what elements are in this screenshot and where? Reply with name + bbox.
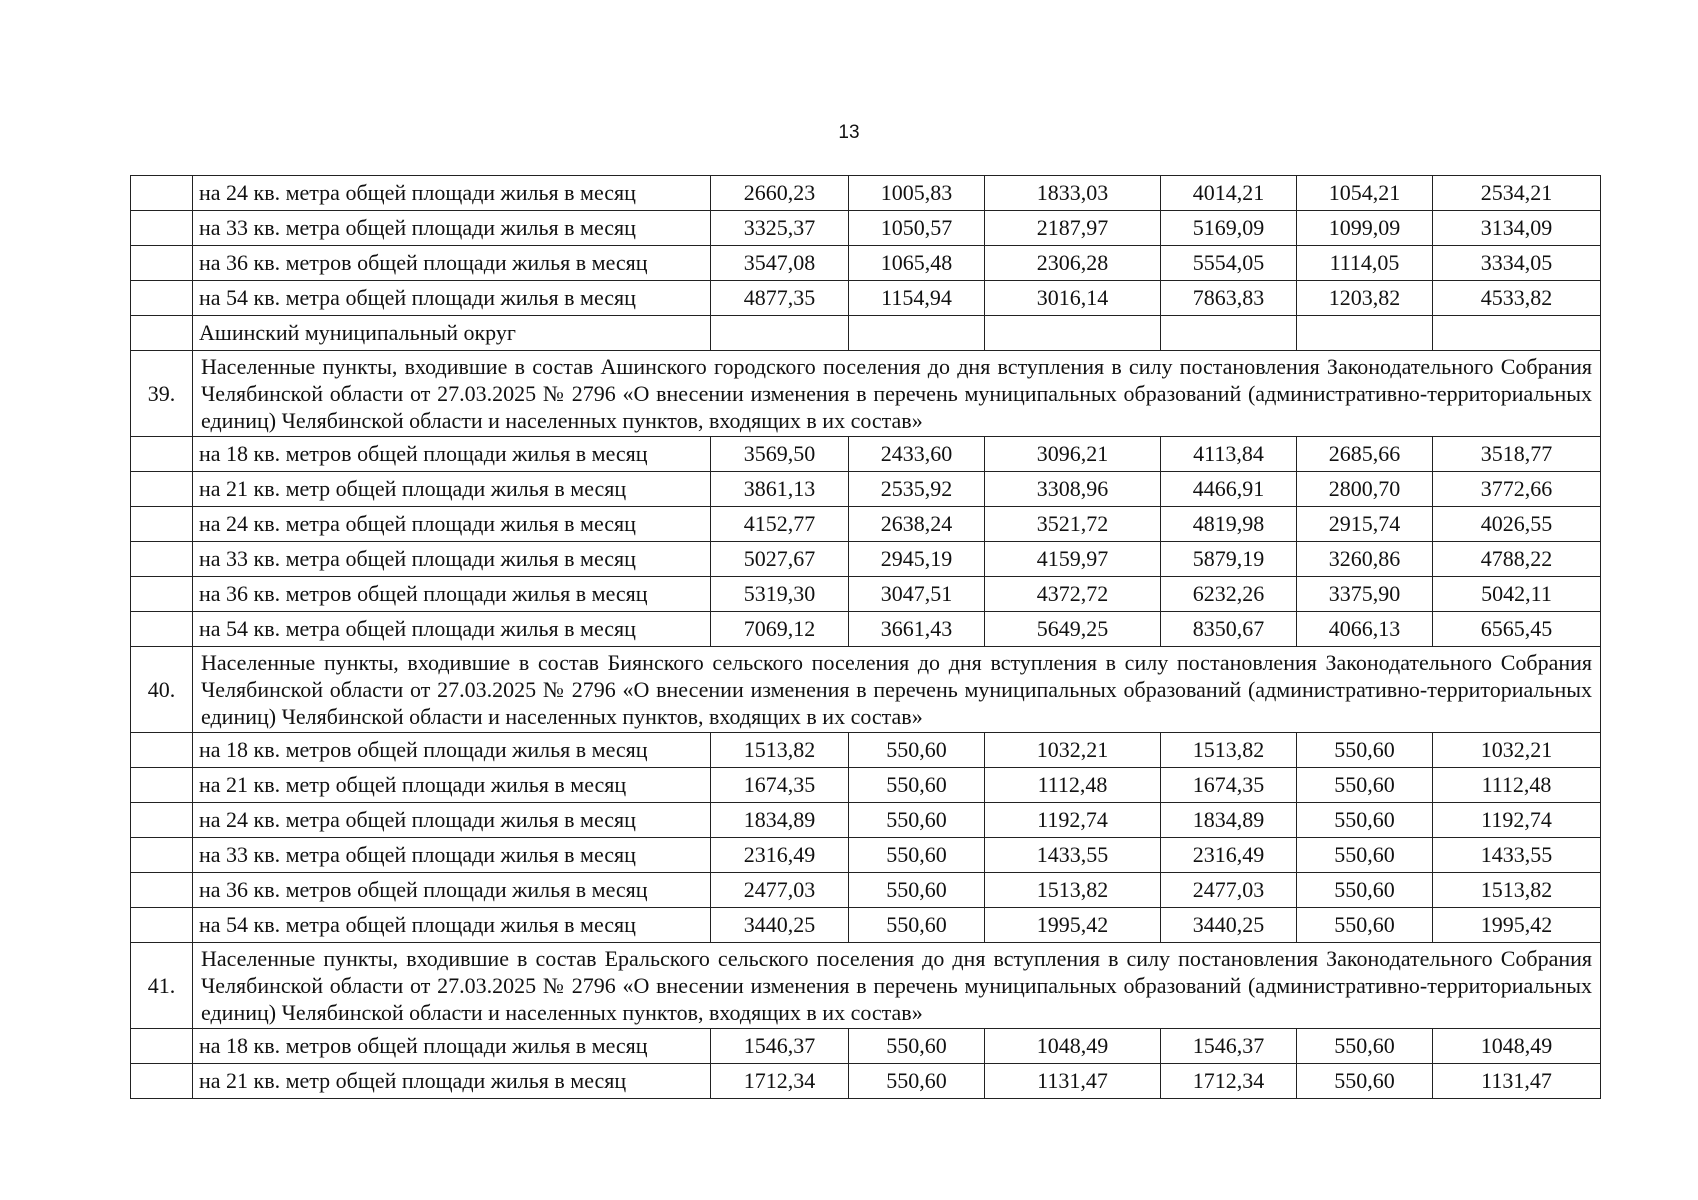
value-cell: 1131,47 [985,1064,1161,1099]
row-label: на 24 кв. метра общей площади жилья в месяц [193,507,711,542]
value-cell: 2477,03 [1161,873,1297,908]
value-cell: 550,60 [1297,1064,1433,1099]
section-row [131,351,1601,437]
value-cell: 1712,34 [1161,1064,1297,1099]
row-label: на 33 кв. метра общей площади жилья в месяц [193,542,711,577]
value-cell [849,316,985,351]
value-cell: 2915,74 [1297,507,1433,542]
table-row [131,281,1601,316]
value-cell: 4466,91 [1161,472,1297,507]
value-cell: 2685,66 [1297,437,1433,472]
row-number [131,768,193,803]
table-row [131,733,1601,768]
value-cell: 3134,09 [1433,211,1601,246]
table-row [131,176,1601,211]
value-cell: 1513,82 [1433,873,1601,908]
value-cell: 3325,37 [711,211,849,246]
value-cell: 1050,57 [849,211,985,246]
table-row [131,908,1601,943]
row-label: на 54 кв. метра общей площади жилья в месяц [193,612,711,647]
value-cell: 1513,82 [1161,733,1297,768]
value-cell: 7069,12 [711,612,849,647]
section-row [131,943,1601,1029]
value-cell: 8350,67 [1161,612,1297,647]
row-label: на 21 кв. метр общей площади жилья в месяц [193,472,711,507]
value-cell: 1192,74 [985,803,1161,838]
value-cell: 4788,22 [1433,542,1601,577]
value-cell: 3047,51 [849,577,985,612]
value-cell: 7863,83 [1161,281,1297,316]
row-label: на 21 кв. метр общей площади жилья в месяц [193,768,711,803]
table-row [131,612,1601,647]
row-number [131,437,193,472]
value-cell: 4066,13 [1297,612,1433,647]
row-label: на 18 кв. метров общей площади жилья в месяц [193,1029,711,1064]
row-number [131,733,193,768]
value-cell: 5649,25 [985,612,1161,647]
table-row [131,577,1601,612]
value-cell: 1192,74 [1433,803,1601,838]
table-row [131,838,1601,873]
row-label: на 18 кв. метров общей площади жилья в месяц [193,733,711,768]
row-number [131,316,193,351]
value-cell: 2945,19 [849,542,985,577]
value-cell: 550,60 [849,873,985,908]
value-cell: 5169,09 [1161,211,1297,246]
value-cell: 1833,03 [985,176,1161,211]
row-label: на 33 кв. метра общей площади жилья в месяц [193,211,711,246]
value-cell: 3260,86 [1297,542,1433,577]
value-cell: 1131,47 [1433,1064,1601,1099]
value-cell: 3440,25 [711,908,849,943]
value-cell: 1674,35 [711,768,849,803]
table-row [131,542,1601,577]
row-number [131,176,193,211]
section-row [131,647,1601,733]
row-number [131,873,193,908]
row-label: Ашинский муниципальный округ [193,316,711,351]
row-number [131,908,193,943]
section-description: Населенные пункты, входившие в состав Биянского сельского поселения до дня вступления в силу постановления Законодательного Собрания Челябинской области от 27.03.2025 № 2796 «О внесении изменения в перечень муниципальных образований (административно-территориальных единиц) Челябинской области и населенных пунктов, входящих в их состав» [193,647,1601,733]
value-cell: 6232,26 [1161,577,1297,612]
value-cell: 550,60 [849,838,985,873]
row-number [131,542,193,577]
value-cell: 2660,23 [711,176,849,211]
row-number [131,507,193,542]
table-row [131,507,1601,542]
value-cell: 1112,48 [985,768,1161,803]
value-cell: 1099,09 [1297,211,1433,246]
row-number [131,211,193,246]
value-cell: 1513,82 [711,733,849,768]
row-label: на 54 кв. метра общей площади жилья в месяц [193,908,711,943]
value-cell: 1712,34 [711,1064,849,1099]
value-cell: 3521,72 [985,507,1161,542]
value-cell [1433,316,1601,351]
value-cell: 1513,82 [985,873,1161,908]
row-label: на 36 кв. метров общей площади жилья в месяц [193,873,711,908]
value-cell: 4026,55 [1433,507,1601,542]
row-number [131,1029,193,1064]
row-label: на 21 кв. метр общей площади жилья в месяц [193,1064,711,1099]
value-cell: 2187,97 [985,211,1161,246]
value-cell: 3334,05 [1433,246,1601,281]
row-number: 40. [131,647,193,733]
value-cell: 550,60 [849,1064,985,1099]
value-cell: 3772,66 [1433,472,1601,507]
value-cell: 1048,49 [1433,1029,1601,1064]
value-cell: 6565,45 [1433,612,1601,647]
value-cell: 5879,19 [1161,542,1297,577]
value-cell: 3308,96 [985,472,1161,507]
value-cell: 5027,67 [711,542,849,577]
value-cell: 1005,83 [849,176,985,211]
row-number [131,612,193,647]
row-number [131,577,193,612]
row-label: на 36 кв. метров общей площади жилья в месяц [193,577,711,612]
value-cell: 5042,11 [1433,577,1601,612]
table-row [131,1064,1601,1099]
row-number [131,1064,193,1099]
value-cell: 550,60 [1297,768,1433,803]
value-cell: 1546,37 [1161,1029,1297,1064]
value-cell: 1674,35 [1161,768,1297,803]
value-cell: 550,60 [849,1029,985,1064]
value-cell: 550,60 [1297,733,1433,768]
table-row [131,768,1601,803]
value-cell: 3547,08 [711,246,849,281]
row-number [131,838,193,873]
row-label: на 24 кв. метра общей площади жилья в месяц [193,176,711,211]
value-cell: 2638,24 [849,507,985,542]
value-cell: 1065,48 [849,246,985,281]
row-number [131,246,193,281]
value-cell [711,316,849,351]
row-label: на 54 кв. метра общей площади жилья в месяц [193,281,711,316]
value-cell: 2433,60 [849,437,985,472]
row-number [131,803,193,838]
value-cell: 550,60 [1297,803,1433,838]
value-cell: 3096,21 [985,437,1161,472]
value-cell: 550,60 [849,803,985,838]
row-label: на 36 кв. метров общей площади жилья в месяц [193,246,711,281]
value-cell: 1834,89 [1161,803,1297,838]
value-cell: 550,60 [849,908,985,943]
value-cell: 1114,05 [1297,246,1433,281]
page-number: 13 [838,122,860,143]
value-cell: 550,60 [1297,838,1433,873]
row-label: на 24 кв. метра общей площади жилья в месяц [193,803,711,838]
value-cell: 2534,21 [1433,176,1601,211]
value-cell: 1995,42 [1433,908,1601,943]
value-cell: 2535,92 [849,472,985,507]
value-cell: 3861,13 [711,472,849,507]
value-cell: 4877,35 [711,281,849,316]
value-cell: 1048,49 [985,1029,1161,1064]
value-cell: 1032,21 [985,733,1161,768]
value-cell: 2800,70 [1297,472,1433,507]
value-cell: 4113,84 [1161,437,1297,472]
value-cell [1161,316,1297,351]
value-cell: 550,60 [849,768,985,803]
row-number [131,281,193,316]
row-number: 39. [131,351,193,437]
table-row [131,246,1601,281]
section-description: Населенные пункты, входившие в состав Еральского сельского поселения до дня вступления в силу постановления Законодательного Собрания Челябинской области от 27.03.2025 № 2796 «О внесении изменения в перечень муниципальных образований (административно-территориальных единиц) Челябинской области и населенных пунктов, входящих в их состав» [193,943,1601,1029]
value-cell: 2306,28 [985,246,1161,281]
row-label: на 18 кв. метров общей площади жилья в месяц [193,437,711,472]
table-row [131,803,1601,838]
value-cell: 1433,55 [1433,838,1601,873]
value-cell: 1546,37 [711,1029,849,1064]
value-cell: 550,60 [1297,1029,1433,1064]
table-body [131,176,1601,1099]
value-cell: 550,60 [1297,908,1433,943]
value-cell: 2477,03 [711,873,849,908]
table-row [131,472,1601,507]
value-cell: 1032,21 [1433,733,1601,768]
value-cell: 2316,49 [1161,838,1297,873]
value-cell: 4014,21 [1161,176,1297,211]
table-row [131,316,1601,351]
value-cell: 2316,49 [711,838,849,873]
section-description: Населенные пункты, входившие в состав Ашинского городского поселения до дня вступления в силу постановления Законодательного Собрания Челябинской области от 27.03.2025 № 2796 «О внесении изменения в перечень муниципальных образований (административно-территориальных единиц) Челябинской области и населенных пунктов, входящих в их состав» [193,351,1601,437]
value-cell: 1054,21 [1297,176,1433,211]
value-cell: 3661,43 [849,612,985,647]
row-label: на 33 кв. метра общей площади жилья в месяц [193,838,711,873]
value-cell: 5319,30 [711,577,849,612]
value-cell: 4533,82 [1433,281,1601,316]
value-cell: 550,60 [1297,873,1433,908]
value-cell: 5554,05 [1161,246,1297,281]
value-cell: 1203,82 [1297,281,1433,316]
value-cell: 4372,72 [985,577,1161,612]
value-cell: 4152,77 [711,507,849,542]
table-row [131,1029,1601,1064]
value-cell: 3569,50 [711,437,849,472]
tariff-table [130,175,1601,1099]
row-number: 41. [131,943,193,1029]
value-cell [985,316,1161,351]
value-cell: 1995,42 [985,908,1161,943]
table-row [131,873,1601,908]
value-cell [1297,316,1433,351]
row-number [131,472,193,507]
value-cell: 4159,97 [985,542,1161,577]
value-cell: 1433,55 [985,838,1161,873]
table-row [131,437,1601,472]
value-cell: 3016,14 [985,281,1161,316]
value-cell: 3375,90 [1297,577,1433,612]
value-cell: 550,60 [849,733,985,768]
value-cell: 3518,77 [1433,437,1601,472]
value-cell: 1154,94 [849,281,985,316]
value-cell: 3440,25 [1161,908,1297,943]
value-cell: 1112,48 [1433,768,1601,803]
table-row [131,211,1601,246]
value-cell: 1834,89 [711,803,849,838]
value-cell: 4819,98 [1161,507,1297,542]
